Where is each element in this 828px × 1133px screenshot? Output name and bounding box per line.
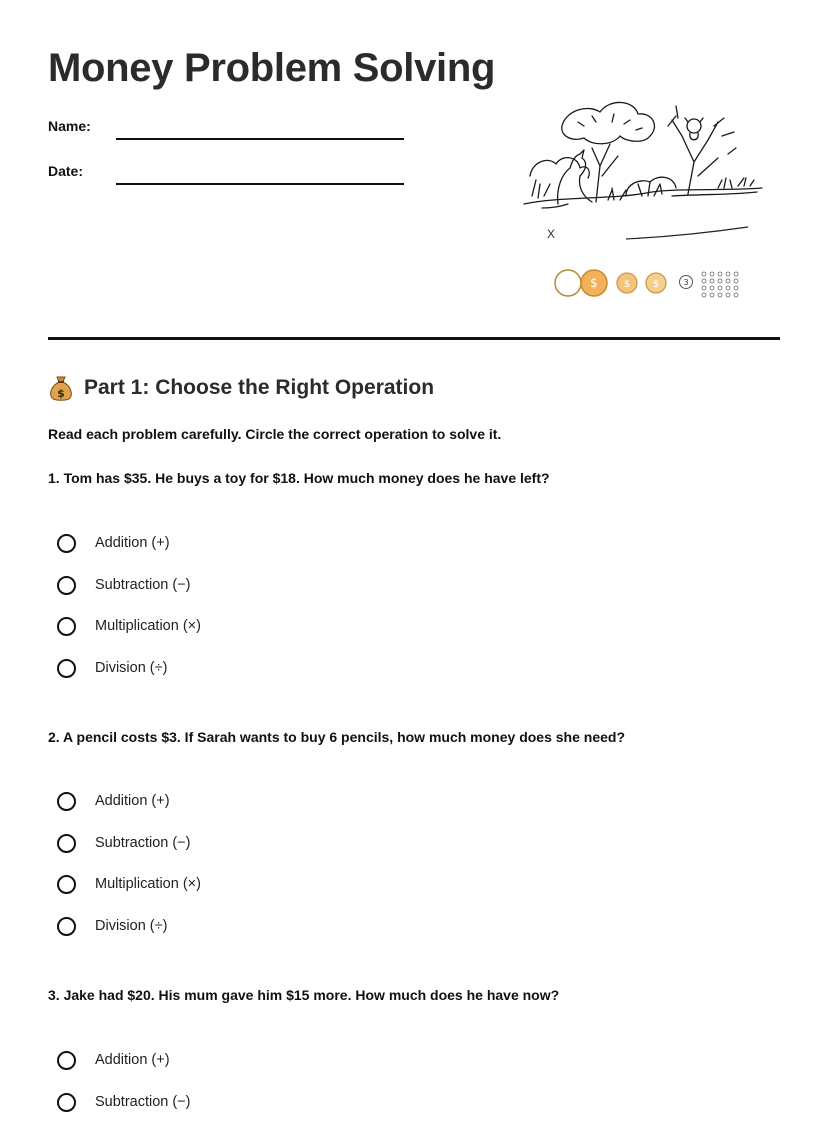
radio-circle[interactable] xyxy=(57,659,76,678)
signature-line xyxy=(626,225,748,243)
radio-circle[interactable] xyxy=(57,1093,76,1112)
option-label: Subtraction (−) xyxy=(95,575,191,595)
radio-circle[interactable] xyxy=(57,1051,76,1070)
radio-circle[interactable] xyxy=(57,917,76,936)
name-label: Name: xyxy=(48,118,91,134)
q2-option-addition[interactable] xyxy=(57,791,201,833)
question-1: 1. Tom has $35. He buys a toy for $18. How much money does he have left? xyxy=(48,470,550,486)
option-label: Multiplication (×) xyxy=(95,616,201,636)
coin-label-2: $ xyxy=(624,279,630,290)
instructions: Read each problem carefully. Circle the correct operation to solve it. xyxy=(48,426,501,442)
q1-option-multiplication[interactable] xyxy=(57,616,201,658)
q2-option-multiplication[interactable] xyxy=(57,874,201,916)
radio-circle[interactable] xyxy=(57,834,76,853)
q1-option-division[interactable] xyxy=(57,658,201,700)
coins-icon xyxy=(552,266,752,300)
radio-circle[interactable] xyxy=(57,875,76,894)
q1-option-subtraction[interactable] xyxy=(57,575,201,617)
option-label: Division (÷) xyxy=(95,658,167,678)
option-label: Addition (+) xyxy=(95,791,170,811)
option-label: Multiplication (×) xyxy=(95,874,201,894)
radio-circle[interactable] xyxy=(57,792,76,811)
question-3-options xyxy=(57,1050,191,1133)
question-1-options xyxy=(57,533,201,699)
date-field[interactable] xyxy=(116,183,404,185)
q3-option-subtraction[interactable] xyxy=(57,1092,191,1133)
money-bag-label: $ xyxy=(57,387,65,400)
name-field[interactable] xyxy=(116,138,404,140)
option-label: Subtraction (−) xyxy=(95,1092,191,1112)
radio-circle[interactable] xyxy=(57,617,76,636)
question-3: 3. Jake had $20. His mum gave him $15 more. How much does he have now? xyxy=(48,987,559,1003)
option-label: Addition (+) xyxy=(95,1050,170,1070)
question-2-options xyxy=(57,791,201,957)
part1-heading xyxy=(48,374,434,402)
bush-landscape-illustration xyxy=(522,96,772,220)
option-label: Addition (+) xyxy=(95,533,170,553)
radio-circle[interactable] xyxy=(57,576,76,595)
coin-label-1: $ xyxy=(590,276,598,290)
option-label: Division (÷) xyxy=(95,916,167,936)
coin-label-3: $ xyxy=(653,279,659,290)
question-2: 2. A pencil costs $3. If Sarah wants to buy 6 pencils, how much money does she need? xyxy=(48,729,625,745)
q2-option-subtraction[interactable] xyxy=(57,833,201,875)
q1-option-addition[interactable] xyxy=(57,533,201,575)
small-coin-label: 3 xyxy=(683,278,688,287)
money-bag-icon xyxy=(48,374,74,402)
part1-heading-text: Part 1: Choose the Right Operation xyxy=(84,376,434,400)
x-mark: X xyxy=(547,227,555,241)
q2-option-division[interactable] xyxy=(57,916,201,958)
radio-circle[interactable] xyxy=(57,534,76,553)
section-divider xyxy=(48,337,780,340)
q3-option-addition[interactable] xyxy=(57,1050,191,1092)
date-label: Date: xyxy=(48,163,83,179)
page-title: Money Problem Solving xyxy=(48,46,495,91)
option-label: Subtraction (−) xyxy=(95,833,191,853)
